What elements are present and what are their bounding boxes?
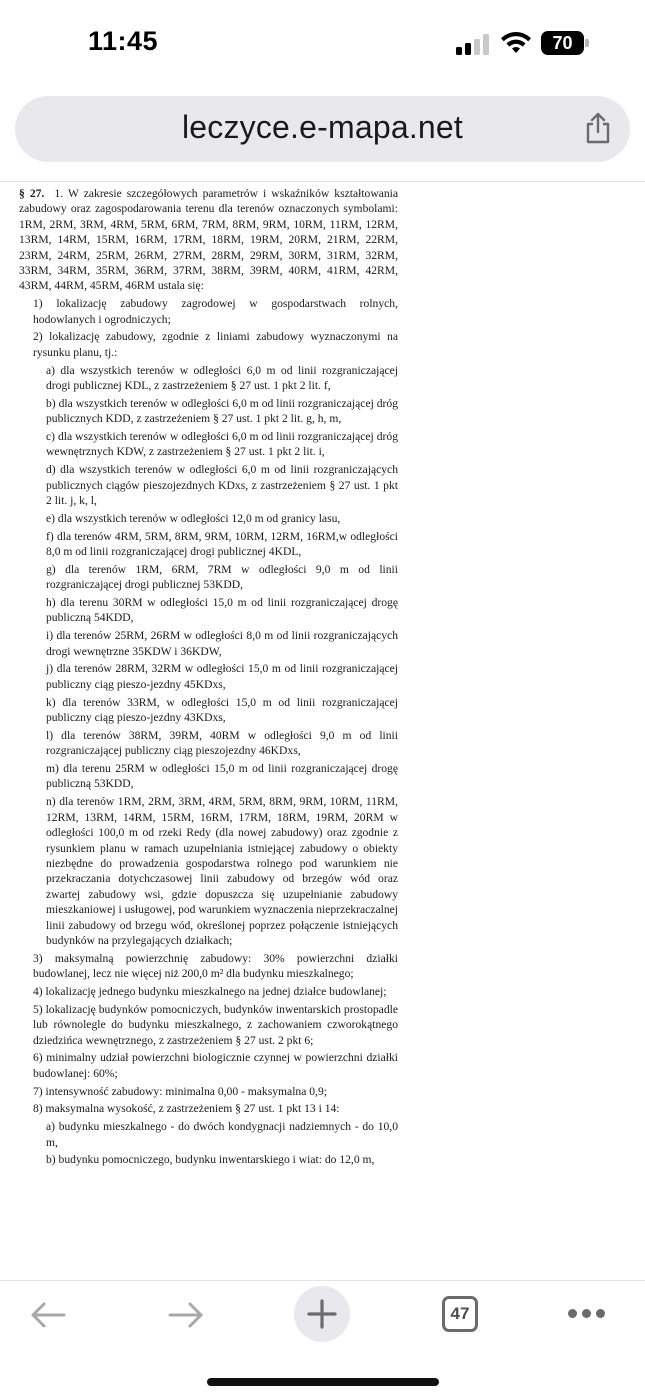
battery-level: 70 (541, 31, 584, 55)
back-arrow-icon[interactable] (28, 1297, 68, 1333)
plus-icon (294, 1286, 350, 1342)
section-paragraph (19, 186, 398, 294)
provision-item: 8) maksymalna wysokość, z zastrzeżeniem § 27 ust. 1 pkt 13 i 14: (33, 1102, 340, 1116)
share-icon[interactable] (583, 112, 613, 144)
provision-subitem: m) dla terenu 25RM w odległości 15,0 m od linii rozgraniczającej drogę publiczną 53KDD, (46, 762, 398, 791)
provision-item: 4) lokalizację jednego budynku mieszkalnego na jednej działce budowlanej; (33, 984, 387, 998)
provision-subitem: i) dla terenów 25RM, 26RM w odległości 8,0 m od linii rozgraniczających drogi wewnętrzne 35KDW i 36KDW, (46, 629, 398, 658)
provision-subitem: e) dla wszystkich terenów w odległości 12,0 m od granicy lasu, (46, 511, 341, 525)
provision-subitem: d) dla wszystkich terenów w odległości 6,0 m od linii rozgraniczających publicznych ciągów pieszojezdnych KDxs, z zastrzeżeniem § 27 ust. 1 pkt 2 lit. j, k, l, (46, 463, 398, 508)
section-mark: § 27. (19, 187, 45, 200)
provision-subitem: a) budynku mieszkalnego - do dwóch kondygnacji nadziemnych - do 10,0 m, (46, 1120, 398, 1149)
provision-subitem: c) dla wszystkich terenów w odległości 6,0 m od linii rozgraniczającej dróg wewnętrznych KDW, z zastrzeżeniem § 27 ust. 1 pkt 2 lit. i, (46, 430, 398, 459)
provision-item: 7) intensywność zabudowy: minimalna 0,00 - maksymalna 0,9; (33, 1084, 327, 1098)
battery-icon (541, 31, 589, 55)
provision-subitem: h) dla terenu 30RM w odległości 15,0 m od linii rozgraniczającej drogę publiczną 54KDD, (46, 596, 398, 625)
more-icon[interactable] (566, 1307, 606, 1321)
new-tab-button[interactable] (294, 1286, 350, 1342)
provision-subitem: a) dla wszystkich terenów w odległości 6,0 m od linii rozgraniczającej drogi publicznej KDL, z zastrzeżeniem § 27 ust. 1 pkt 2 lit. f, (46, 363, 398, 393)
provision-item: 1) lokalizację zabudowy zagrodowej w gospodarstwach rolnych, hodowlanych i ogrodniczych; (33, 297, 398, 326)
provision-subitem: g) dla terenów 1RM, 6RM, 7RM w odległości 9,0 m od linii rozgraniczającej drogi publicznej 53KDD, (46, 562, 398, 592)
document-page (19, 186, 398, 1280)
provision-item: 3) maksymalną powierzchnię zabudowy: 30% powierzchni działki budowlanej, lecz nie więcej niż 200,0 m² dla budynku mieszkalnego; (33, 951, 398, 981)
url-text[interactable]: leczyce.e-mapa.net (181, 109, 464, 145)
tab-count-button[interactable]: 47 (442, 1296, 478, 1332)
wifi-icon (500, 31, 532, 55)
provision-subitem: j) dla terenów 28RM, 32RM w odległości 15,0 m od linii rozgraniczającej publiczny ciąg pieszo-jezdny 45KDxs, (46, 662, 398, 691)
forward-arrow-icon[interactable] (166, 1297, 206, 1333)
provision-subitem: n) dla terenów 1RM, 2RM, 3RM, 4RM, 5RM, 8RM, 9RM, 10RM, 11RM, 12RM, 13RM, 14RM, 15RM, 16RM, 17RM, 18RM, 19RM, 20RM w odległości 100,0 m od rzeki Redy (dla nowej zabudowy) oraz zgodnie z rysunkiem planu w ramach uzupełniania istniejącej zabudowy o obiekty niezbędne do prowadzenia gospodarstwa rolnego pod warunkiem nie przekraczania dotychczasowej linii zabudowy od brzegów wód oraz zwartej zabudowy wsi, gdzie dopuszcza się uzupełnianie zabudowy mieszkaniowej i usługowej, pod warunkiem wyznaczenia nieprzekraczalnej linii zabudowy od brzegu wód, określonej poprzez połączenie istniejących budynków na przylegających działkach; (46, 795, 398, 947)
provision-subitem: l) dla terenów 38RM, 39RM, 40RM w odległości 9,0 m od linii rozgraniczającej publiczny ciąg pieszojezdny 46KDxs, (46, 728, 398, 758)
provision-item: 2) lokalizację zabudowy, zgodnie z liniami zabudowy wyznaczonymi na rysunku planu, tj.: (33, 330, 398, 359)
section-intro: 1. W zakresie szczegółowych parametrów i wskaźników kształtowania zabudowy oraz zagospodarowania terenu dla terenów oznaczonych symbolami: 1RM, 2RM, 3RM, 4RM, 5RM, 6RM, 7RM, 8RM, 9RM, 10RM, 11RM, 12RM, 13RM, 14RM, 15RM, 16RM, 17RM, 18RM, 19RM, 20RM, 21RM, 22RM, 23RM, 24RM, 25RM, 26RM, 27RM, 28RM, 29RM, 30RM, 31RM, 32RM, 33RM, 34RM, 35RM, 36RM, 37RM, 38RM, 39RM, 40RM, 41RM, 42RM, 43RM, 44RM, 45RM, 46RM ustala się: (19, 187, 398, 293)
provision-subitem: k) dla terenów 33RM, w odległości 15,0 m od linii rozgraniczającej publiczny ciąg pieszo-jezdny 43KDxs, (46, 695, 398, 725)
address-bar[interactable] (15, 96, 630, 162)
divider (0, 181, 645, 182)
provision-subitem: b) dla wszystkich terenów w odległości 6,0 m od linii rozgraniczającej dróg publicznych KDD, z zastrzeżeniem § 27 ust. 1 pkt 2 lit. g, h, m, (46, 396, 398, 426)
provisions-list (19, 296, 398, 1168)
status-time: 11:45 (88, 26, 159, 56)
home-indicator[interactable] (207, 1378, 439, 1386)
status-bar (0, 0, 645, 88)
cellular-signal-icon (456, 33, 492, 55)
provision-subitem: f) dla terenów 4RM, 5RM, 8RM, 9RM, 10RM, 12RM, 16RM,w odległości 8,0 m od linii rozgraniczającej drogi publicznej 4KDL, (46, 529, 398, 559)
provision-subitem: b) budynku pomocniczego, budynku inwentarskiego i wiat: do 12,0 m, (46, 1153, 375, 1167)
provision-item: 5) lokalizację budynków pomocniczych, budynków inwentarskich prostopadle lub równolegle do budynku mieszkalnego, z zachowaniem czworokątnego dziedzińca wewnętrznego, z zastrzeżeniem § 27 ust. 2 pkt 6; (33, 1002, 398, 1047)
provision-item: 6) minimalny udział powierzchni biologicznie czynnej w powierzchni działki budowlanej: 60%; (33, 1051, 398, 1080)
